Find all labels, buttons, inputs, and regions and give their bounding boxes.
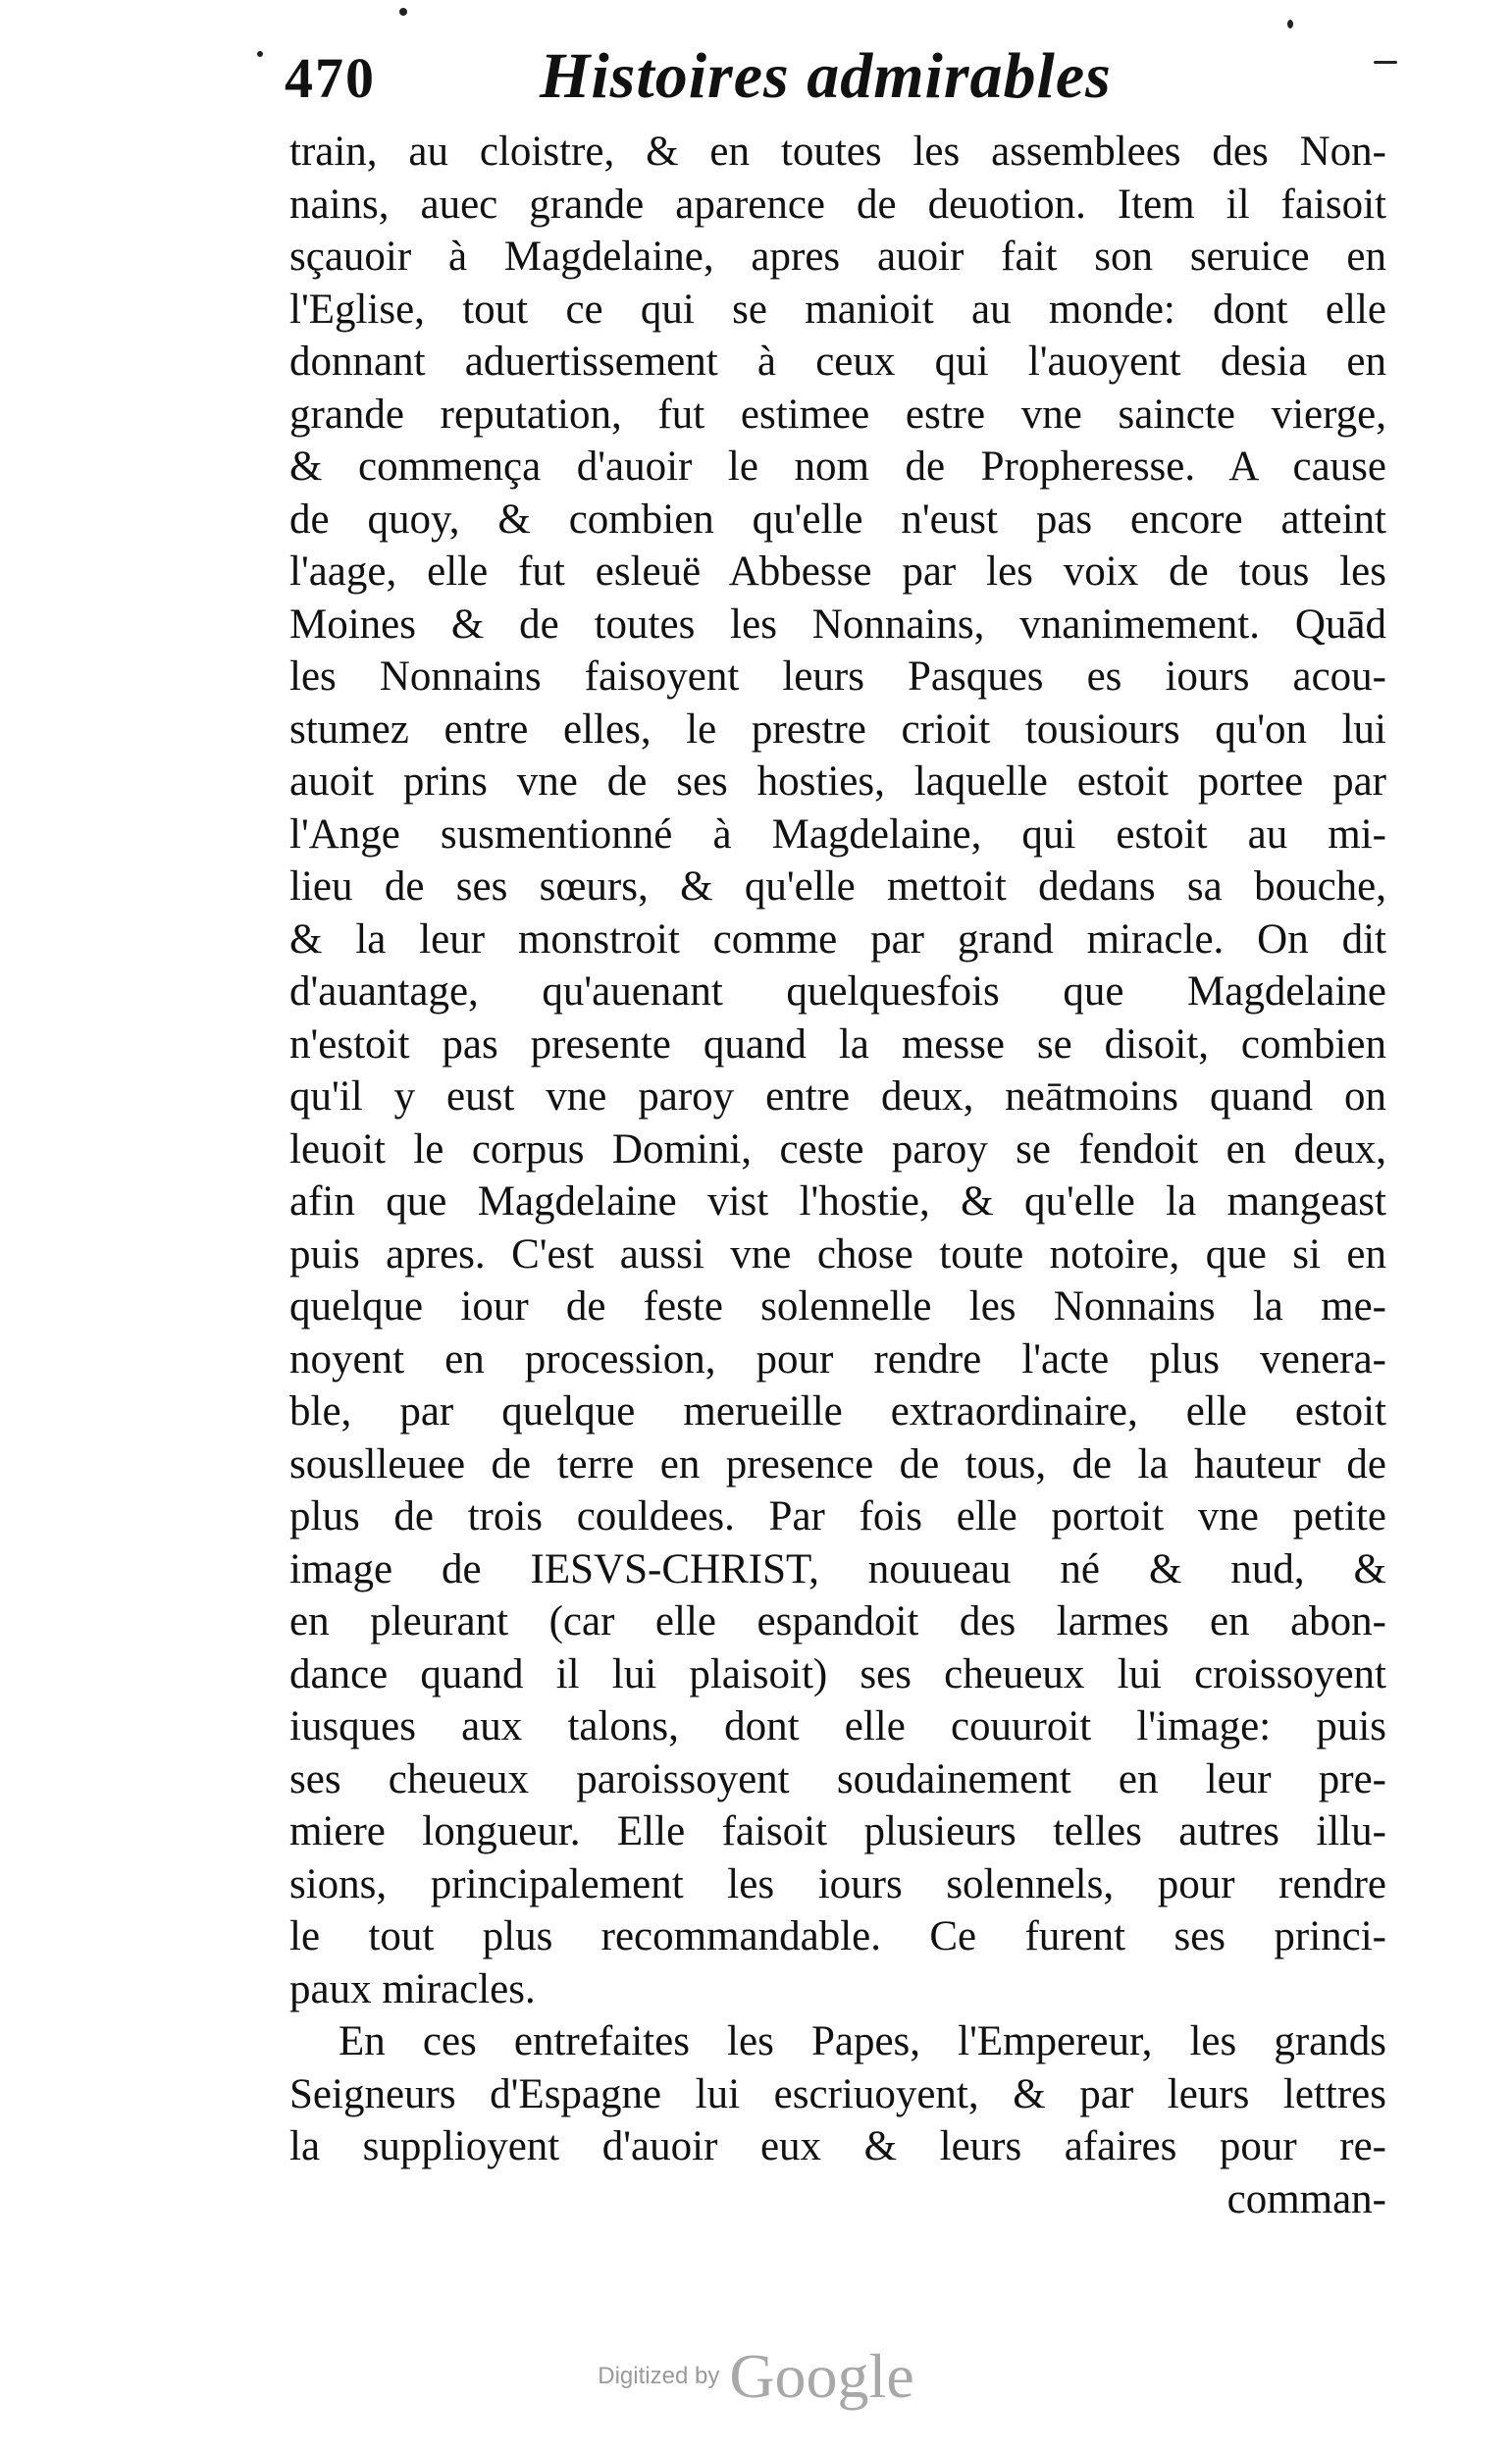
- running-title: Histoires admirables: [540, 40, 1112, 112]
- digitized-by-text: Digitized by: [598, 2363, 720, 2389]
- text-line: sions, principalement les iours solennels, pour rendre: [289, 1860, 1386, 1907]
- text-line: Moines & de toutes les Nonnains, vnanimement. Quād: [289, 600, 1386, 648]
- text-line: puis apres. C'est aussi vne chose toute notoire, que si en: [289, 1230, 1386, 1278]
- text-line: sçauoir à Magdelaine, apres auoir fait son seruice en: [289, 234, 1386, 280]
- ink-speck: [1287, 20, 1293, 28]
- text-line: les Nonnains faisoyent leurs Pasques es iours acou-: [289, 653, 1386, 700]
- text-line: donnant aduertissement à ceux qui l'auoyent desia en: [289, 339, 1386, 385]
- text-line: l'aage, elle fut esleuë Abbesse par les voix de tous les: [289, 548, 1386, 595]
- text-line: le tout plus recommandable. Ce furent ses princi-: [289, 1913, 1386, 1959]
- text-line: qu'il y eust vne paroy entre deux, neātmoins quand on: [289, 1073, 1386, 1120]
- text-line: leuoit le corpus Domini, ceste paroy se fendoit en deux,: [289, 1125, 1386, 1173]
- text-line: nains, auec grande aparence de deuotion. Item il faisoit: [289, 181, 1386, 228]
- text-line: de quoy, & combien qu'elle n'eust pas encore atteint: [289, 496, 1386, 543]
- text-line: quelque iour de feste solennelle les Nonnains la me-: [289, 1283, 1386, 1330]
- text-line: l'Eglise, tout ce qui se manioit au monde: dont elle: [289, 286, 1386, 333]
- text-line: n'estoit pas presente quand la messe se disoit, combien: [289, 1020, 1386, 1068]
- text-line: en pleurant (car elle espandoit des larmes en abon-: [289, 1598, 1386, 1644]
- text-line: souslleuee de terre en presence de tous, de la hauteur de: [289, 1440, 1386, 1487]
- text-line: & commença d'auoir le nom de Propheresse. A cause: [289, 444, 1386, 490]
- text-line: stumez entre elles, le prestre crioit tousiours qu'on lui: [289, 705, 1386, 753]
- text-line: dance quand il lui plaisoit) ses cheueux lui croissoyent: [289, 1650, 1386, 1697]
- text-line: afin que Magdelaine vist l'hostie, & qu'elle la mangeast: [289, 1178, 1386, 1225]
- text-line: d'auantage, qu'auenant quelquesfois que Magdelaine: [289, 968, 1386, 1015]
- text-line: En ces entrefaites les Papes, l'Empereur, les grands: [339, 2018, 1386, 2064]
- text-line: auoit prins vne de ses hosties, laquelle estoit portee par: [289, 758, 1386, 805]
- text-line: noyent en procession, pour rendre l'acte plus venera-: [289, 1335, 1386, 1383]
- text-line: & la leur monstroit comme par grand miracle. On dit: [289, 915, 1386, 963]
- text-line: ble, par quelque merueille extraordinaire, elle estoit: [289, 1388, 1386, 1435]
- text-line: plus de trois couldees. Par fois elle portoit vne petite: [289, 1493, 1386, 1540]
- digitization-watermark: [0, 2340, 1512, 2413]
- google-logo: Google: [729, 2341, 914, 2411]
- body-text: [289, 126, 1386, 2225]
- text-line: miere longueur. Elle faisoit plusieurs telles autres illu-: [289, 1808, 1386, 1854]
- text-line: paux miracles.: [289, 1965, 536, 2012]
- text-line: la supplioyent d'auoir eux & leurs afaires pour re-: [289, 2123, 1386, 2169]
- ink-speck: [399, 8, 407, 16]
- ink-speck: [1374, 61, 1397, 64]
- text-line: ses cheueux paroissoyent soudainement en leur pre-: [289, 1755, 1386, 1802]
- text-line: Seigneurs d'Espagne lui escriuoyent, & par leurs lettres: [289, 2070, 1386, 2117]
- text-line: train, au cloistre, & en toutes les assemblees des Non-: [289, 129, 1386, 175]
- running-head: [285, 39, 1383, 128]
- text-line: iusques aux talons, dont elle couuroit l'image: puis: [289, 1703, 1386, 1749]
- text-line: l'Ange susmentionné à Magdelaine, qui estoit au mi-: [289, 810, 1386, 858]
- text-line: lieu de ses sœurs, & qu'elle mettoit dedans sa bouche,: [289, 863, 1386, 910]
- page-number: 470: [285, 46, 376, 110]
- text-line: image de IESVS-CHRIST, nouueau né & nud, &: [289, 1545, 1386, 1592]
- ink-speck: [257, 51, 263, 57]
- text-line: grande reputation, fut estimee estre vne saincte vierge,: [289, 391, 1386, 438]
- catchword: comman-: [1226, 2175, 1386, 2222]
